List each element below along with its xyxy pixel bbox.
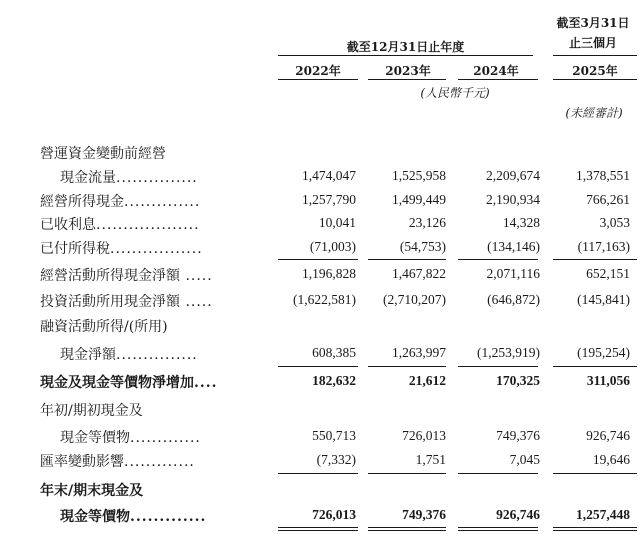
double-rule-bottom-c2 (458, 530, 538, 531)
cell-r3-c1: (54,753) (399, 239, 446, 254)
double-rule-top-c1 (368, 527, 446, 528)
year-2024-rule (458, 79, 538, 80)
year-2023-rule (368, 79, 446, 80)
cell-r0-c2: 2,209,674 (486, 168, 540, 183)
cell-r7-c2: 170,325 (496, 373, 540, 388)
double-rule-bottom-c1 (368, 530, 446, 531)
cell-r6-c0: 608,385 (312, 345, 356, 360)
row-label-cash-from-operations: 經營所得現金.............. (40, 194, 201, 210)
row-label-opening-line1: 年初/期初現金及 (40, 403, 143, 419)
year-2025-rule (553, 79, 637, 80)
year-2024-header: 2024年 (473, 64, 519, 78)
cell-r5-c2: (646,872) (487, 292, 540, 307)
unaudited-label: (未經審計) (565, 106, 623, 120)
quarter-header-rule (553, 55, 637, 56)
year-2025-header: 2025年 (572, 64, 618, 78)
cell-r2-c3: 3,053 (599, 215, 630, 230)
cell-r1-c0: 1,257,790 (302, 192, 356, 207)
cell-r1-c1: 1,499,449 (392, 192, 446, 207)
row-label-opening-cash: 現金等價物............. (60, 430, 201, 446)
cell-r3-c2: (134,146) (487, 239, 540, 254)
cell-r3-c3: (117,163) (577, 239, 630, 254)
cell-r8-c2: 749,376 (496, 428, 540, 443)
row-label-interest-received: 已收利息................... (40, 217, 200, 233)
cell-r9-c2: 7,045 (509, 452, 540, 467)
unit-label: (人民幣千元) (420, 86, 490, 100)
cell-r2-c1: 23,126 (408, 215, 446, 230)
fiscal-year-header-rule (278, 55, 533, 56)
closing-rule-c1 (368, 473, 446, 474)
cell-r4-c2: 2,071,116 (486, 266, 540, 281)
subtotal-rule-c2 (458, 259, 538, 260)
cell-r4-c3: 652,151 (586, 266, 630, 281)
cell-r9-c0: (7,332) (316, 452, 356, 467)
row-label-financing-line1: 融資活動所得/(所用) (40, 319, 168, 335)
subtotal-rule-c1 (368, 259, 446, 260)
closing-rule-c2 (458, 473, 538, 474)
quarter-header-line1: 截至3月31日 (556, 16, 630, 30)
row-label-net-financing-cash: 現金淨額............... (60, 347, 198, 363)
double-rule-top-c3 (553, 527, 637, 528)
quarter-header-line2: 止三個月 (568, 36, 617, 50)
year-2022-header: 2022年 (295, 64, 341, 78)
net-increase-rule-c0 (278, 366, 358, 367)
subtotal-rule-c0 (278, 259, 358, 260)
subtotal-rule-c3 (553, 259, 637, 260)
year-2023-header: 2023年 (385, 64, 431, 78)
cell-r9-c3: 19,646 (592, 452, 630, 467)
cell-r1-c2: 2,190,934 (486, 192, 540, 207)
cell-r4-c1: 1,467,822 (392, 266, 446, 281)
cell-r1-c3: 766,261 (586, 192, 630, 207)
cell-r6-c1: 1,263,997 (392, 345, 446, 360)
row-label-net-increase-cash: 現金及現金等價物淨增加.... (40, 375, 218, 391)
cell-r0-c3: 1,378,551 (576, 168, 630, 183)
row-label-fx-effect: 匯率變動影響............. (40, 454, 195, 470)
cell-r4-c0: 1,196,828 (302, 266, 356, 281)
cell-r7-c0: 182,632 (312, 373, 356, 388)
double-rule-bottom-c3 (553, 530, 637, 531)
cell-r9-c1: 1,751 (415, 452, 446, 467)
section-title: 營運資金變動前經營 (40, 146, 166, 162)
cell-r6-c2: (1,253,919) (477, 345, 540, 360)
row-label-net-operating-cash: 經營活動所得現金淨額 ..... (40, 268, 213, 284)
cell-r8-c1: 726,013 (402, 428, 446, 443)
double-rule-top-c2 (458, 527, 538, 528)
row-label-income-tax-paid: 已付所得稅................. (40, 241, 203, 257)
net-increase-rule-c2 (458, 366, 538, 367)
closing-rule-c3 (553, 473, 637, 474)
cell-r2-c0: 10,041 (318, 215, 356, 230)
cell-r0-c1: 1,525,958 (392, 168, 446, 183)
net-increase-rule-c3 (553, 366, 637, 367)
cell-r3-c0: (71,003) (309, 239, 356, 254)
cell-r8-c3: 926,746 (586, 428, 630, 443)
row-label-operating-cash-flow: 現金流量............... (60, 170, 198, 186)
cell-r2-c2: 14,328 (502, 215, 540, 230)
cell-r5-c0: (1,622,581) (293, 292, 356, 307)
cell-r10-c3: 1,257,448 (576, 507, 630, 522)
cell-r0-c0: 1,474,047 (302, 168, 356, 183)
year-2022-rule (278, 79, 358, 80)
cell-r8-c0: 550,713 (312, 428, 356, 443)
cell-r10-c1: 749,376 (402, 507, 446, 522)
cell-r5-c1: (2,710,207) (383, 292, 446, 307)
fiscal-year-header: 截至12月31日止年度 (346, 40, 465, 54)
cell-r7-c3: 311,056 (586, 373, 630, 388)
double-rule-top-c0 (278, 527, 358, 528)
cell-r6-c3: (195,254) (577, 345, 630, 360)
double-rule-bottom-c0 (278, 530, 358, 531)
row-label-closing-line1: 年末/期末現金及 (40, 483, 144, 499)
cell-r10-c2: 926,746 (496, 507, 540, 522)
cell-r5-c3: (145,841) (577, 292, 630, 307)
net-increase-rule-c1 (368, 366, 446, 367)
cell-r7-c1: 21,612 (408, 373, 446, 388)
row-label-net-investing-cash: 投資活動所用現金淨額 ..... (40, 294, 213, 310)
closing-rule-c0 (278, 473, 358, 474)
row-label-closing-cash: 現金等價物............. (60, 509, 207, 525)
cell-r10-c0: 726,013 (312, 507, 356, 522)
